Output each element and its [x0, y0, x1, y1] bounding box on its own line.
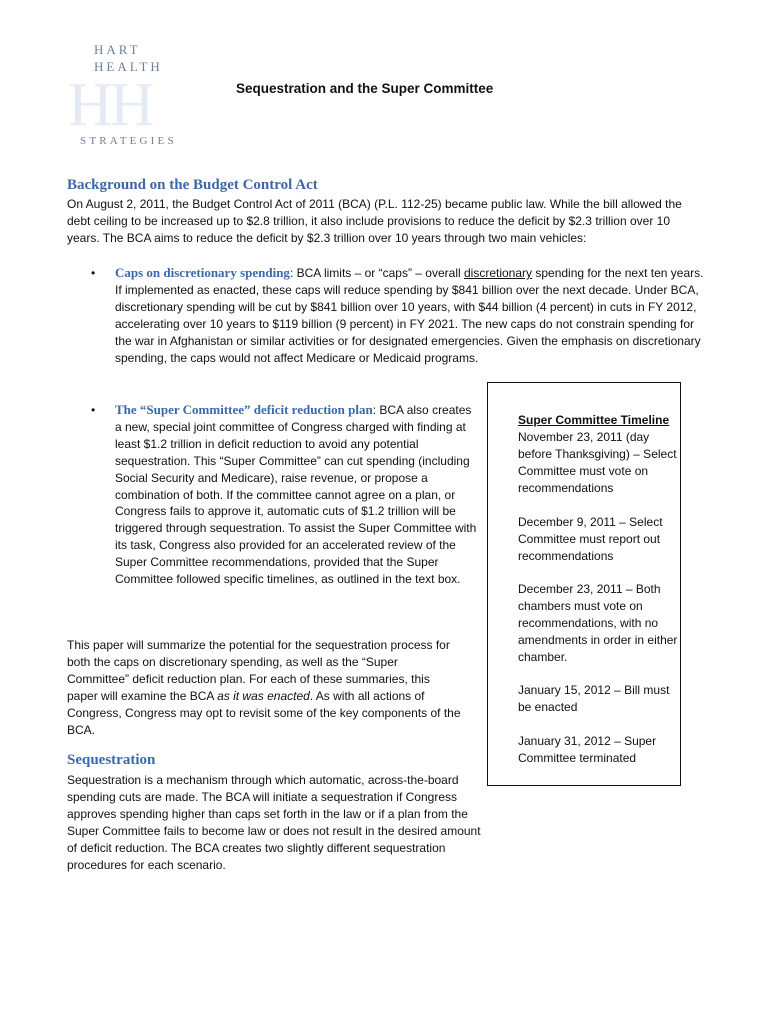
timeline-item: January 15, 2012 – Bill must be enacted	[518, 683, 670, 714]
bullet-caps-lead: Caps on discretionary spending	[115, 265, 290, 280]
bullet-super-committee-lead: The “Super Committee” deficit reduction plan	[115, 402, 373, 417]
intro-paragraph: On August 2, 2011, the Budget Control Act of 2011 (BCA) (P.L. 112-25) became public law. While the bill allowed the debt ceiling to be increased up to $2.8 trillion, it also include provisions to reduce the deficit by $2.3 trillion over 10 years. The BCA aims to reduce the deficit by $2.3 trillion over 10 years through two main vehicles:	[67, 197, 682, 245]
section-heading-sequestration: Sequestration	[67, 752, 156, 768]
section-heading-background: Background on the Budget Control Act	[67, 177, 318, 193]
timeline-text-box	[487, 382, 681, 786]
timeline-item: December 9, 2011 – Select Committee must report out recommendations	[518, 515, 663, 563]
timeline-item: November 23, 2011 (day before Thanksgiving) – Select Committee must vote on recommendations	[518, 430, 677, 495]
sequestration-paragraph: Sequestration is a mechanism through which automatic, across-the-board spending cuts are made. The BCA will initiate a sequestration if Congress approves spending higher than caps set forth in the law or if a plan from the Super Committee fails to become law or does not result in the desired amount of deficit reduction. The BCA creates two slightly different sequestration procedures for each scenario.	[67, 773, 481, 872]
summary-italic: as it was enacted	[217, 688, 310, 703]
logo-text-health: HEALTH	[94, 59, 163, 74]
bullet-caps-text: : BCA limits – or “caps” – overall	[289, 266, 464, 280]
timeline-title: Super Committee Timeline	[518, 413, 670, 427]
bullet-icon: •	[91, 266, 96, 280]
document-title: Sequestration and the Super Committee	[236, 81, 494, 96]
timeline-item: December 23, 2011 – Both chambers must vote on recommendations, with no amendments in order in either chamber.	[518, 582, 678, 664]
timeline-item: January 31, 2012 – Super Committee terminated	[518, 734, 657, 765]
bullet-caps-text-rest: spending for the next ten years. If implemented as enacted, these caps will reduce spending by $841 billion over the next decade. Under BCA, discretionary spending will be cut by $841 billion over 10 years, with $44 billion (4 percent) in cuts in FY 2012, accelerating over 10 years to $119 billion (9 percent) in FY 2021. The new caps do not constrain spending for the war in Afghanistan or similar activities or for designated emergencies. Given the emphasis on discretionary spending, the caps would not affect Medicare or Medicaid programs.	[115, 266, 704, 365]
bullet-super-committee-text: : BCA also creates a new, special joint committee of Congress charged with finding at least $1.2 trillion in deficit reduction to avoid any potential sequestration. This “Super Committee” can cut spending (including Social Security and Medicare), raise revenue, or propose a combination of both. If the committee cannot agree on a plan, or Congress fails to approve it, automatic cuts of $1.2 trillion will be triggered through sequestration. To assist the Super Committee with its task, Congress also provided for an accelerated review of the Super Committee recommendations, provided that the Super Committee followed specific timelines, as outlined in the text box.	[115, 403, 477, 587]
logo-text-strategies: STRATEGIES	[80, 135, 177, 147]
bullet-super-committee-paragraph	[115, 402, 478, 588]
company-logo	[66, 40, 196, 152]
logo-text-hart: HART	[94, 42, 141, 57]
summary-text-rest: . As with all actions of Congress, Congress may opt to revisit some of the key components of the BCA.	[67, 688, 461, 737]
logo-monogram: HH	[68, 71, 152, 139]
bullet-caps-paragraph	[115, 265, 705, 366]
summary-text: This paper will summarize the potential for the sequestration process for both the caps on discretionary spending, as well as the “Super Committee” deficit reduction plan. For each of these summaries, this paper will examine the BCA	[67, 638, 450, 703]
bullet-icon: •	[91, 403, 96, 417]
summary-paragraph	[67, 637, 462, 738]
bullet-caps-underlined: discretionary	[464, 266, 533, 280]
